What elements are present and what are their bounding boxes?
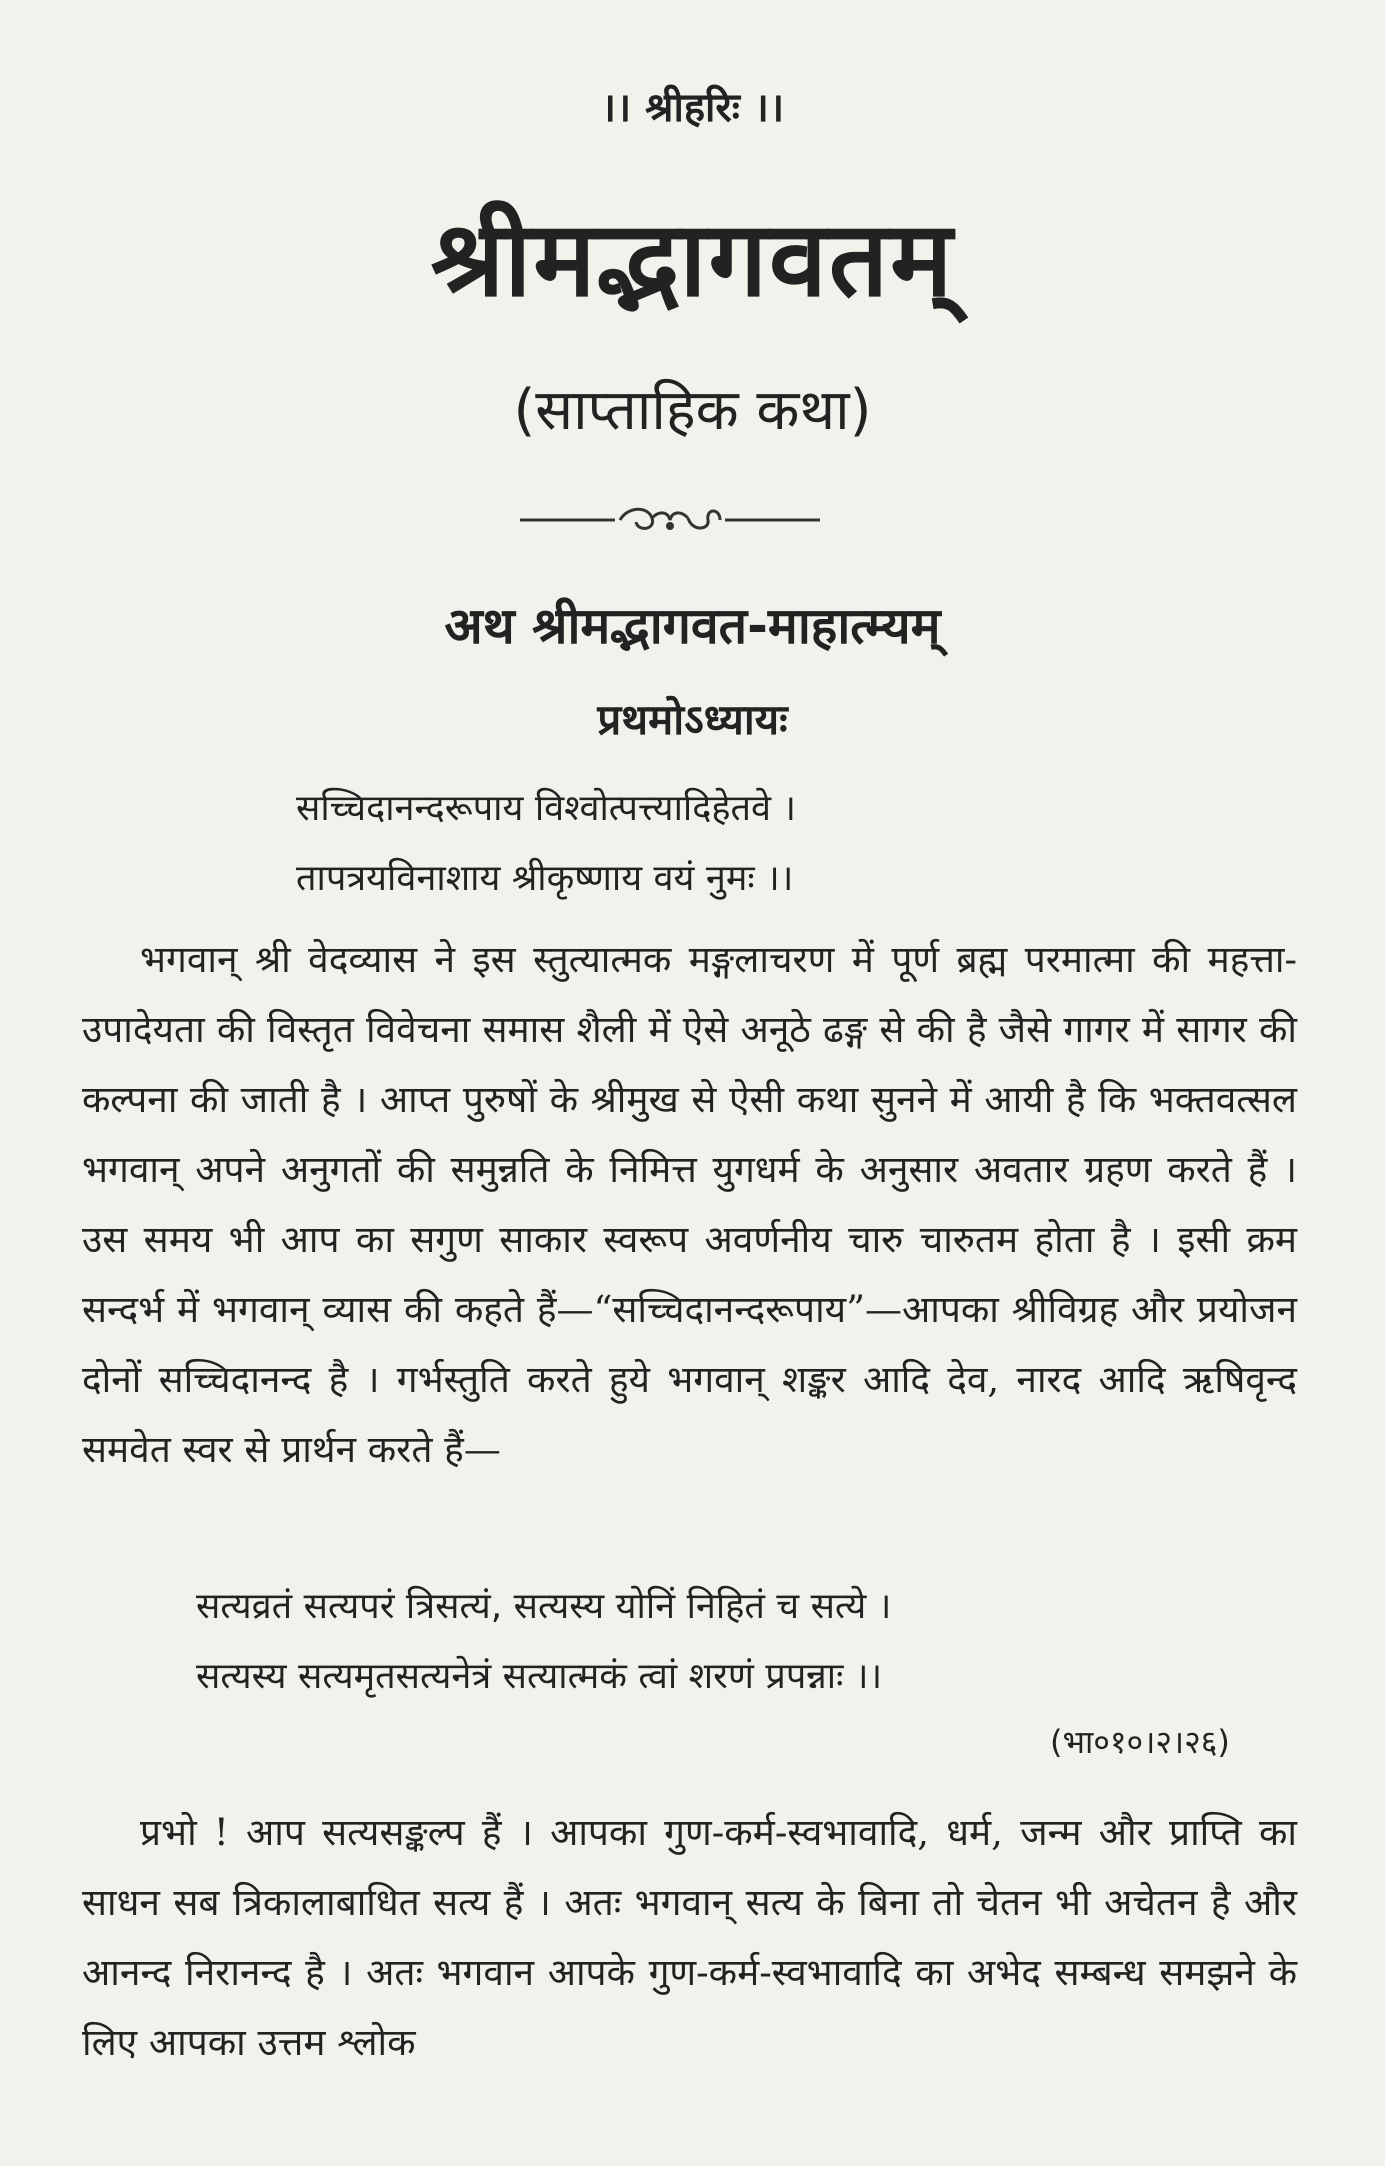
- body-paragraph: प्रभो ! आप सत्यसङ्कल्प हैं । आपका गुण-कर्म-स्वभावादि, धर्म, जन्म और प्राप्ति का साधन सब त्रिकालाबाधित सत्य हैं । अतः भगवान् सत्य के बिना तो चेतन भी अचेतन है और आनन्द निरानन्द है । अतः भगवान आपके गुण-कर्म-स्वभावादि का अभेद सम्बन्ध समझने के लिए आपका उत्तम श्लोक: [82, 1811, 1297, 2064]
- body-paragraph: भगवान् श्री वेदव्यास ने इस स्तुत्यात्मक मङ्गलाचरण में पूर्ण ब्रह्म परमात्मा की महत्ता-उपादेयता की विस्तृत विवेचना समास शैली में ऐसे अनूठे ढङ्ग से की है जैसे गागर में सागर की कल्पना की जाती है । आप्त पुरुषों के श्रीमुख से ऐसी कथा सुनने में आयी है कि भक्तवत्सल भगवान् अपने अनुगतों की समुन्नति के निमित्त युगधर्म के अनुसार अवतार ग्रहण करते हैं । उस समय भी आप का सगुण साकार स्वरूप अवर्णनीय चारु चारुतम होता है । इसी क्रम सन्दर्भ में भगवान् व्यास की कहते हैं—“सच्चिदानन्दरूपाय”—आपका श्रीविग्रह और प्रयोजन दोनों सच्चिदानन्द है । गर्भस्तुति करते हुये भगवान् शङ्कर आदि देव, नारद आदि ऋषिवृन्द समवेत स्वर से प्रार्थन करते हैं—: [82, 938, 1297, 1471]
- page-title: श्रीमद्भागवतम्: [430, 198, 955, 320]
- verse-line: सच्चिदानन्दरूपाय विश्वोत्पत्त्यादिहेतवे ।: [296, 788, 797, 829]
- section-heading: अथ श्रीमद्भागवत-माहात्म्यम्: [444, 597, 941, 655]
- verse-line: सत्यस्य सत्यमृतसत्यनेत्रं सत्यात्मकं त्वां शरणं प्रपन्नाः ।।: [196, 1656, 883, 1697]
- verse-line: सत्यव्रतं सत्यपरं त्रिसत्यं, सत्यस्य योनिं निहितं च सत्ये ।: [196, 1586, 892, 1627]
- chapter-heading: प्रथमोऽध्यायः: [597, 695, 788, 744]
- invocation-text: ।। श्रीहरिः ।।: [600, 85, 785, 131]
- ornament-divider-icon: [520, 500, 820, 540]
- verse-reference: (भा०१०।२।२६): [1050, 1723, 1230, 1761]
- verse-line: तापत्रयविनाशाय श्रीकृष्णाय वयं नुमः ।।: [296, 858, 794, 899]
- page-subtitle: (साप्ताहिक कथा): [513, 378, 872, 443]
